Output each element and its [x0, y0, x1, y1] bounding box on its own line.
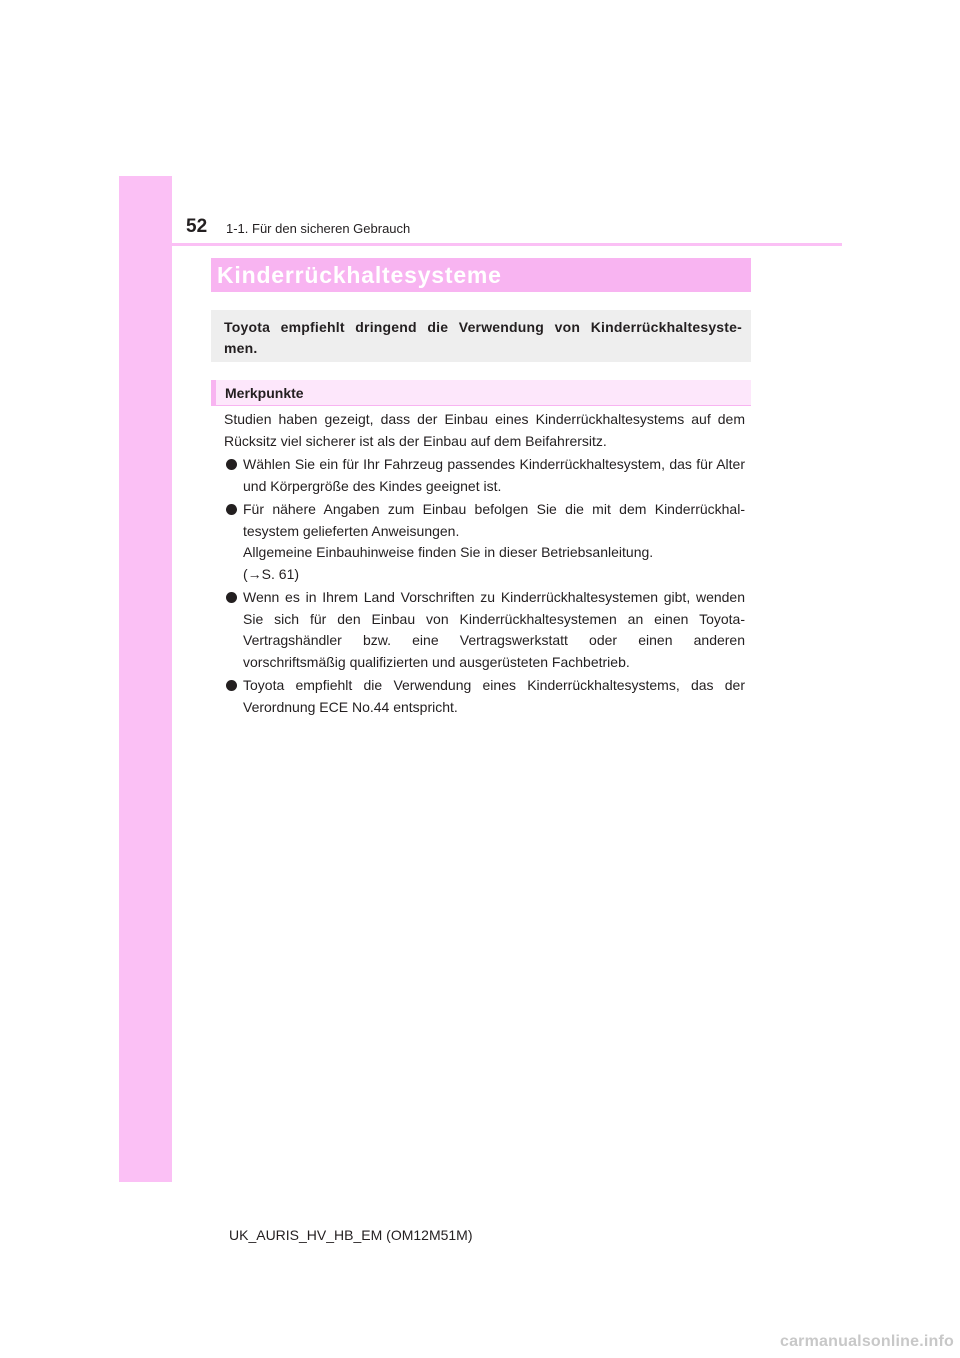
intro-text-line-1: Toyota empfiehlt dringend die Verwendung von Kinderrückhaltesyste- [224, 319, 742, 335]
breadcrumb: 1-1. Für den sicheren Gebrauch [226, 221, 411, 236]
bullet-dot-icon [226, 680, 237, 691]
bullet-text: Toyota empfiehlt die Verwendung eines Kinderrückhaltesystems, das der Verordnung ECE No.44 entspricht. [243, 677, 745, 715]
bullet-text: Wenn es in Ihrem Land Vorschriften zu Kinderrückhaltesystemen gibt, wenden Sie sich für den Einbau von Kinderrückhaltesystemen an einen Toyota-Vertragshändler bzw. eine Vertragswerkstatt oder einen anderen vorschriftsmäßig qualifizierten und ausgerüsteten Fachbetrieb. [243, 589, 745, 670]
page-reference: (→S. 61) [243, 565, 300, 582]
bullet-item-1 [224, 454, 745, 497]
section-title: Kinderrückhaltesysteme [217, 262, 502, 288]
bullet-item-4 [224, 675, 745, 718]
header-divider [119, 243, 842, 246]
body-paragraph: Studien haben gezeigt, dass der Einbau eines Kinderrückhaltesystems auf dem Rücksitz viel sicherer ist als der Einbau auf dem Beifahrersitz. [224, 411, 745, 449]
side-color-band [119, 176, 172, 1182]
bullet-text: Wählen Sie ein für Ihr Fahrzeug passendes Kinderrückhaltesystem, das für Alter und Körpergröße des Kindes geeignet ist. [243, 456, 745, 494]
manual-code: UK_AURIS_HV_HB_EM (OM12M51M) [229, 1227, 473, 1243]
page-number: 52 [186, 216, 208, 237]
bullet-dot-icon [226, 504, 237, 515]
bullet-text: Für nähere Angaben zum Einbau befolgen Sie die mit dem Kinderrückhal-tesystem gelieferten Anweisungen. [243, 501, 745, 539]
subheading-bar [211, 380, 751, 406]
intro-text-line-2: men. [224, 340, 258, 356]
bullet-item-2 [224, 499, 745, 585]
section-title-bar [211, 258, 751, 292]
bullet-item-3 [224, 587, 745, 673]
subheading-label: Merkpunkte [225, 385, 304, 401]
watermark: carmanualsonline.info [779, 1333, 954, 1350]
bullet-dot-icon [226, 592, 237, 603]
content-body [224, 409, 745, 718]
intro-text [224, 317, 742, 359]
bullet-note: Allgemeine Einbauhinweise finden Sie in dieser Betriebsanleitung. [243, 544, 654, 560]
bullet-dot-icon [226, 459, 237, 470]
intro-box [211, 310, 751, 362]
